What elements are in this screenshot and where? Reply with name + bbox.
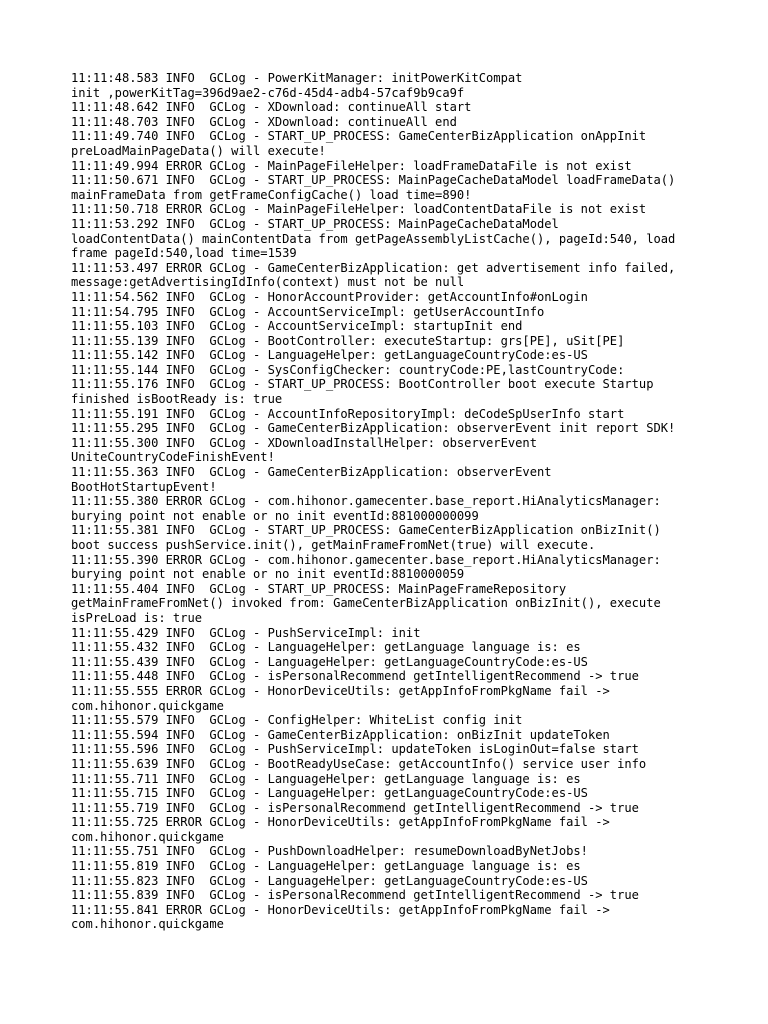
- log-line: 11:11:55.103 INFO GCLog - AccountServiceImpl: startupInit end: [71, 319, 523, 334]
- log-line: 11:11:48.583 INFO GCLog - PowerKitManager: initPowerKitCompat: [71, 71, 523, 85]
- log-line: 11:11:54.795 INFO GCLog - AccountServiceImpl: getUserAccountInfo: [71, 304, 545, 319]
- log-line: 11:11:55.596 INFO GCLog - PushServiceImpl: updateToken isLoginOut=false start: [71, 742, 639, 757]
- log-line: 11:11:55.715 INFO GCLog - LanguageHelper: getLanguageCountryCode:es-US: [71, 786, 588, 801]
- log-line: 11:11:48.703 INFO GCLog - XDownload: continueAll end: [71, 114, 457, 129]
- log-line: BootHotStartupEvent!: [71, 479, 217, 494]
- log-line: 11:11:50.718 ERROR GCLog - MainPageFileHelper: loadContentDataFile is not exist: [71, 202, 647, 217]
- log-line: frame pageId:540,load time=1539: [71, 246, 297, 261]
- log-line: 11:11:53.497 ERROR GCLog - GameCenterBizApplication: get advertisement info failed,: [71, 260, 676, 275]
- log-text-block: [71, 71, 711, 932]
- log-line: 11:11:55.555 ERROR GCLog - HonorDeviceUtils: getAppInfoFromPkgName fail ->: [71, 683, 610, 698]
- log-line: 11:11:55.448 INFO GCLog - isPersonalRecommend getIntelligentRecommend -> true: [71, 669, 639, 684]
- log-line: 11:11:55.142 INFO GCLog - LanguageHelper: getLanguageCountryCode:es-US: [71, 348, 588, 363]
- log-line: isPreLoad is: true: [71, 610, 203, 625]
- log-line: 11:11:55.594 INFO GCLog - GameCenterBizApplication: onBizInit updateToken: [71, 727, 610, 742]
- log-line: 11:11:55.176 INFO GCLog - START_UP_PROCESS: BootController boot execute Startup: [71, 377, 654, 392]
- log-line: burying point not enable or no init eventId:8810000059: [71, 567, 465, 582]
- log-line: UniteCountryCodeFinishEvent!: [71, 450, 275, 465]
- log-line: 11:11:55.380 ERROR GCLog - com.hihonor.gamecenter.base_report.HiAnalyticsManager:: [71, 494, 661, 509]
- log-line: com.hihonor.quickgame: [71, 698, 224, 713]
- log-line: 11:11:54.562 INFO GCLog - HonorAccountProvider: getAccountInfo#onLogin: [71, 289, 588, 304]
- log-line: 11:11:55.819 INFO GCLog - LanguageHelper: getLanguage language is: es: [71, 859, 581, 874]
- log-line: 11:11:55.144 INFO GCLog - SysConfigChecker: countryCode:PE,lastCountryCode:: [71, 362, 625, 377]
- log-line: 11:11:49.740 INFO GCLog - START_UP_PROCESS: GameCenterBizApplication onAppInit: [71, 129, 647, 144]
- log-line: preLoadMainPageData() will execute!: [71, 143, 326, 158]
- log-line: 11:11:55.711 INFO GCLog - LanguageHelper: getLanguage language is: es: [71, 771, 581, 786]
- log-line: 11:11:55.725 ERROR GCLog - HonorDeviceUtils: getAppInfoFromPkgName fail ->: [71, 815, 610, 830]
- log-line: getMainFrameFromNet() invoked from: GameCenterBizApplication onBizInit(), execute: [71, 596, 661, 611]
- log-line: 11:11:55.363 INFO GCLog - GameCenterBizApplication: observerEvent: [71, 465, 552, 480]
- log-line: loadContentData() mainContentData from getPageAssemblyListCache(), pageId:540, load: [71, 231, 676, 246]
- log-line: 11:11:55.719 INFO GCLog - isPersonalRecommend getIntelligentRecommend -> true: [71, 800, 639, 815]
- log-line: 11:11:55.751 INFO GCLog - PushDownloadHelper: resumeDownloadByNetJobs!: [71, 844, 588, 859]
- log-line: 11:11:55.839 INFO GCLog - isPersonalRecommend getIntelligentRecommend -> true: [71, 888, 639, 903]
- log-line: 11:11:55.841 ERROR GCLog - HonorDeviceUtils: getAppInfoFromPkgName fail ->: [71, 902, 610, 917]
- log-line: 11:11:55.579 INFO GCLog - ConfigHelper: WhiteList config init: [71, 713, 523, 728]
- log-line: 11:11:55.295 INFO GCLog - GameCenterBizApplication: observerEvent init report SDK!: [71, 421, 676, 436]
- log-line: mainFrameData from getFrameConfigCache() load time=890!: [71, 187, 472, 202]
- log-line: com.hihonor.quickgame: [71, 829, 224, 844]
- log-line: 11:11:55.439 INFO GCLog - LanguageHelper: getLanguageCountryCode:es-US: [71, 654, 588, 669]
- log-line: 11:11:55.139 INFO GCLog - BootController: executeStartup: grs[PE], uSit[PE]: [71, 333, 625, 348]
- log-line: 11:11:50.671 INFO GCLog - START_UP_PROCESS: MainPageCacheDataModel loadFrameData(): [71, 173, 676, 188]
- log-line: 11:11:53.292 INFO GCLog - START_UP_PROCESS: MainPageCacheDataModel: [71, 216, 559, 231]
- log-line: 11:11:48.642 INFO GCLog - XDownload: continueAll start: [71, 100, 472, 115]
- log-line: 11:11:55.404 INFO GCLog - START_UP_PROCESS: MainPageFrameRepository: [71, 581, 567, 596]
- log-line: 11:11:49.994 ERROR GCLog - MainPageFileHelper: loadFrameDataFile is not exist: [71, 158, 632, 173]
- log-line: burying point not enable or no init eventId:881000000099: [71, 508, 479, 523]
- log-line: 11:11:55.432 INFO GCLog - LanguageHelper: getLanguage language is: es: [71, 640, 581, 655]
- log-line: 11:11:55.390 ERROR GCLog - com.hihonor.gamecenter.base_report.HiAnalyticsManager:: [71, 552, 661, 567]
- log-line: init ,powerKitTag=396d9ae2-c76d-45d4-adb4-57caf9b9ca9f: [71, 85, 465, 100]
- log-line: 11:11:55.381 INFO GCLog - START_UP_PROCESS: GameCenterBizApplication onBizInit(): [71, 523, 661, 538]
- log-line: 11:11:55.191 INFO GCLog - AccountInfoRepositoryImpl: deCodeSpUserInfo start: [71, 406, 625, 421]
- log-line: 11:11:55.823 INFO GCLog - LanguageHelper: getLanguageCountryCode:es-US: [71, 873, 588, 888]
- log-line: 11:11:55.639 INFO GCLog - BootReadyUseCase: getAccountInfo() service user info: [71, 756, 647, 771]
- log-line: message:getAdvertisingIdInfo(context) must not be null: [71, 275, 465, 290]
- log-line: finished isBootReady is: true: [71, 392, 283, 407]
- log-line: com.hihonor.quickgame: [71, 917, 224, 932]
- log-line: boot success pushService.init(), getMainFrameFromNet(true) will execute.: [71, 538, 596, 552]
- log-line: 11:11:55.429 INFO GCLog - PushServiceImpl: init: [71, 625, 421, 640]
- log-line: 11:11:55.300 INFO GCLog - XDownloadInstallHelper: observerEvent: [71, 435, 537, 450]
